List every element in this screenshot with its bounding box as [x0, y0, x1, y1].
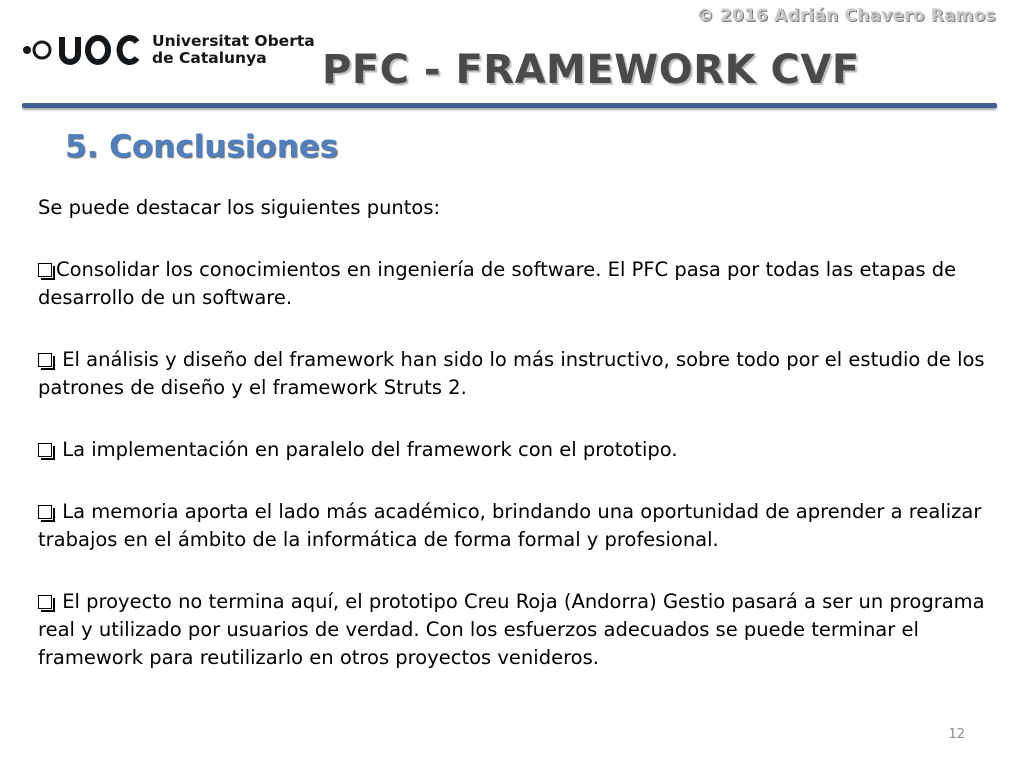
logo-line-1: Universitat Oberta: [152, 32, 315, 50]
uoc-logo-wordmark: [152, 33, 315, 67]
bullet-item: [38, 346, 988, 402]
bullet-item: [38, 498, 988, 554]
checkbox-square-icon: [38, 443, 52, 457]
intro-text: Se puede destacar los siguientes puntos:: [38, 196, 441, 219]
checkbox-square-icon: [38, 353, 52, 367]
uoc-logo: [22, 33, 315, 67]
section-title: 5. Conclusiones: [65, 129, 339, 165]
slide-body: [38, 194, 988, 706]
bullet-text: La memoria aporta el lado más académico, brindando una oportunidad de aprender a realizar trabajos en el ámbito de la informática de forma formal y profesional.: [38, 500, 982, 551]
bullet-item: [38, 436, 988, 464]
checkbox-square-icon: [38, 263, 52, 277]
logo-line-2: de Catalunya: [152, 49, 267, 67]
copyright-notice: © 2016 Adrián Chavero Ramos: [696, 6, 996, 26]
bullet-text: El análisis y diseño del framework han sido lo más instructivo, sobre todo por el estudio de los patrones de diseño y el framework Struts 2.: [38, 348, 985, 399]
bullet-text: Consolidar los conocimientos en ingeniería de software. El PFC pasa por todas las etapas de desarrollo de un software.: [38, 258, 957, 309]
slide-main-title: PFC - FRAMEWORK CVF: [322, 47, 860, 93]
title-divider: [22, 103, 997, 108]
checkbox-square-icon: [38, 595, 52, 609]
uoc-logo-mark-icon: [22, 33, 142, 67]
bullet-item: [38, 256, 988, 312]
bullet-item: [38, 588, 988, 672]
bullet-text: La implementación en paralelo del framework con el prototipo.: [56, 438, 678, 461]
page-number: 12: [948, 727, 965, 742]
checkbox-square-icon: [38, 505, 52, 519]
bullet-text: El proyecto no termina aquí, el prototipo Creu Roja (Andorra) Gestio pasará a ser un programa real y utilizado por usuarios de verdad. Con los esfuerzos adecuados se puede terminar el framework para reutilizarlo en otros proyectos venideros.: [38, 590, 985, 669]
